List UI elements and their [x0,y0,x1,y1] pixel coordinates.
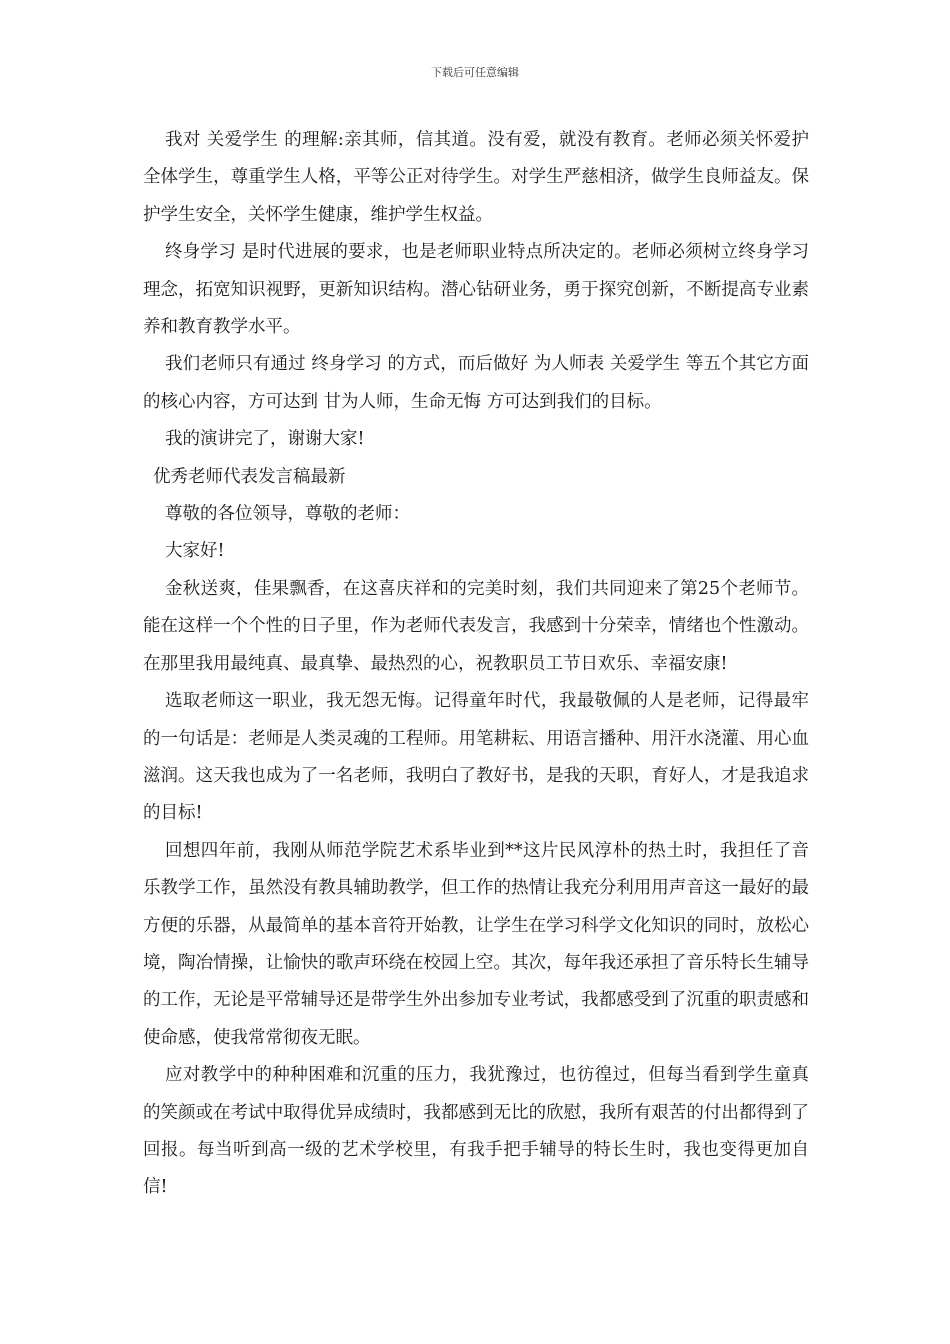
paragraph-care-for-students: 我对 关爱学生 的理解:亲其师，信其道。没有爱，就没有教育。老师必须关怀爱护全体学生，尊重学生人格，平等公正对待学生。对学生严慈相济，做学生良师益友。保护学生安全，关怀学生健康，维护学生权益。 [143,130,809,225]
paragraph-speech-end: 我的演讲完了，谢谢大家! [165,429,365,450]
paragraph-recollection: 回想四年前，我刚从师范学院艺术系毕业到**这片民风淳朴的热土时，我担任了音乐教学工作，虽然没有教具辅助教学，但工作的热情让我充分利用用声音这一最好的最方便的乐器，从最简单的基本音符开始教，让学生在学习科学文化知识的同时，放松心境，陶冶情操，让愉快的歌声环绕在校园上空。其次，每年我还承担了音乐特长生辅导的工作，无论是平常辅导还是带学生外出参加专业考试，我都感受到了沉重的职责感和使命感，使我常常彻夜无眠。 [143,840,809,1048]
document-body [143,122,809,1207]
paragraph-teachers-day: 金秋送爽，佳果飘香，在这喜庆祥和的完美时刻，我们共同迎来了第25个老师节。能在这样一个个性的日子里，作为老师代表发言，我感到十分荣幸，情绪也个性激动。在那里我用最纯真、最真挚、最热烈的心，祝教职员工节日欢乐、幸福安康! [143,578,809,674]
paragraph-difficulties: 应对教学中的种种困难和沉重的压力，我犹豫过，也彷徨过，但每当看到学生童真的笑颜或在考试中取得优异成绩时，我都感到无比的欣慰，我所有艰苦的付出都得到了回报。每当听到高一级的艺术学校里，有我手把手辅导的特长生时，我也变得更加自信! [143,1065,809,1198]
greeting: 大家好! [165,541,225,562]
paragraph-career-choice: 选取老师这一职业，我无怨无悔。记得童年时代，我最敬佩的人是老师，记得最牢的一句话是：老师是人类灵魂的工程师。用笔耕耘、用语言播种、用汗水浇灌、用心血滋润。这天我也成为了一名老师，我明白了教好书，是我的天职，育好人，才是我追求的目标! [143,691,809,824]
paragraph-core-content: 我们老师只有通过 终身学习 的方式，而后做好 为人师表 关爱学生 等五个其它方面的核心内容，方可达到 甘为人师，生命无悔 方可达到我们的目标。 [143,354,809,412]
paragraph-lifelong-learning: 终身学习 是时代进展的要求，也是老师职业特点所决定的。老师必须树立终身学习理念，拓宽知识视野，更新知识结构。潜心钻研业务，勇于探究创新，不断提高专业素养和教育教学水平。 [143,242,809,338]
section-title: 优秀老师代表发言稿最新 [153,466,346,487]
page-header-note: 下载后可任意编辑 [431,66,519,79]
salutation: 尊敬的各位领导，尊敬的老师： [165,504,410,525]
